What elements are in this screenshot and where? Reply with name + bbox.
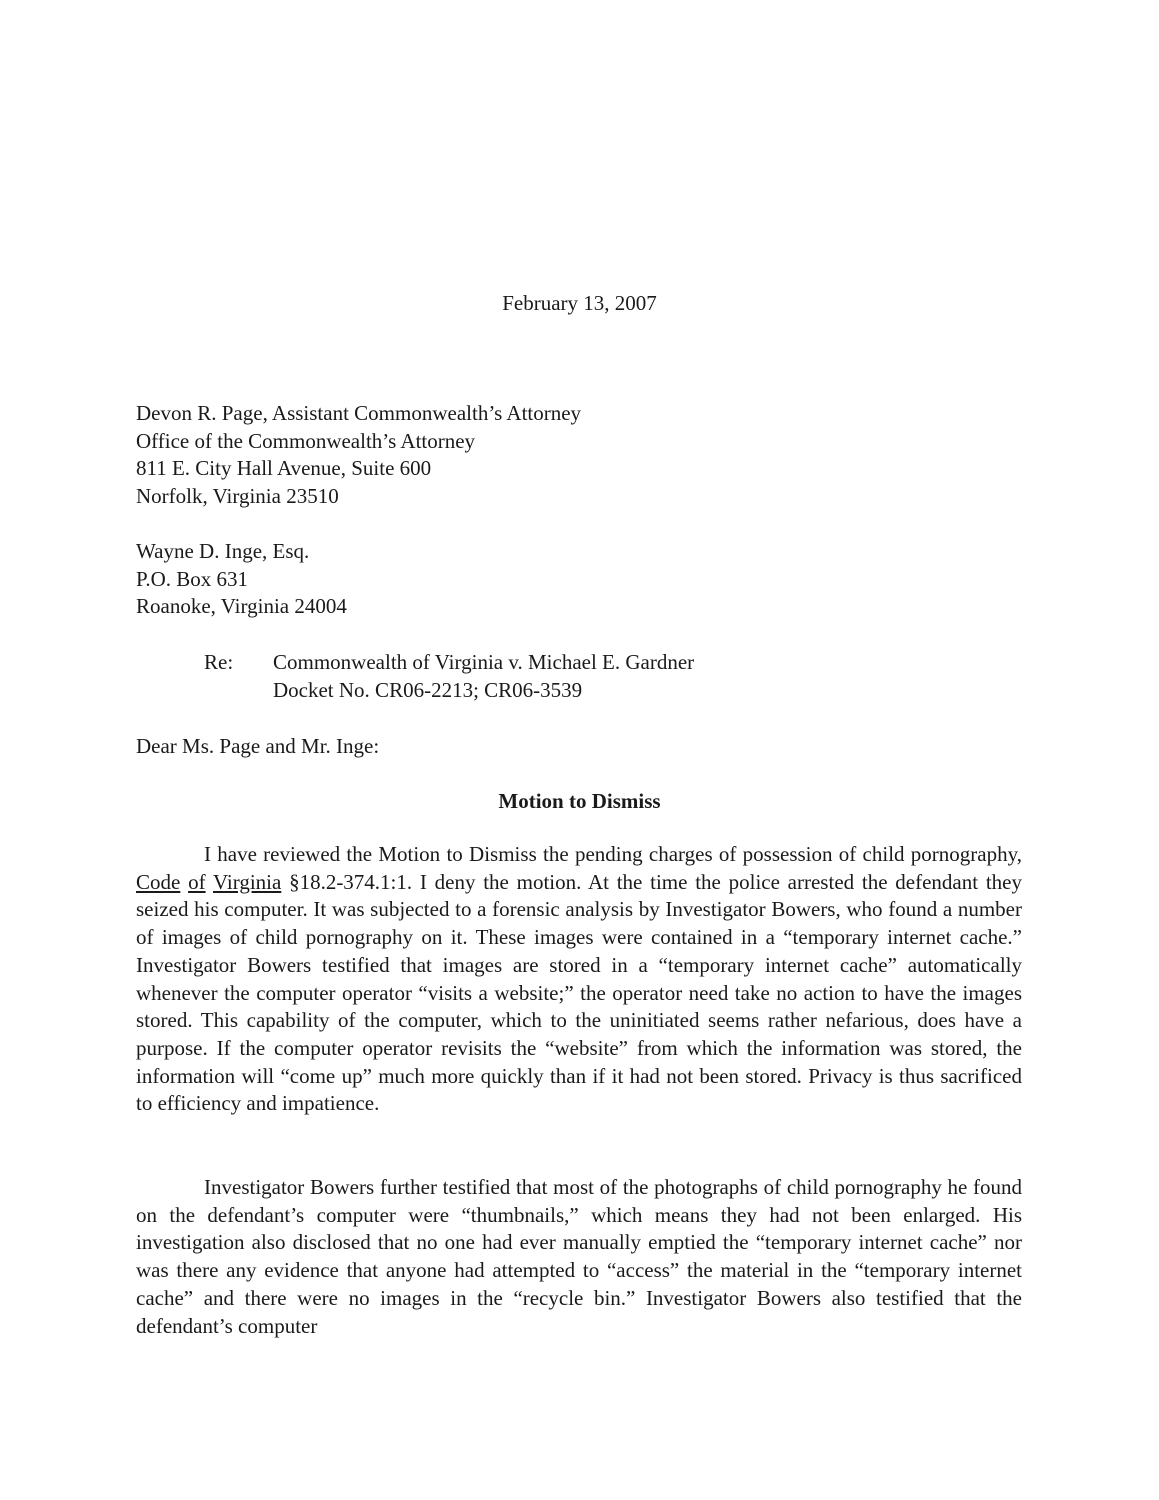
citation-of: of bbox=[188, 869, 206, 894]
body-paragraph-1 bbox=[136, 841, 1022, 1118]
citation-virginia: Virginia bbox=[212, 869, 282, 894]
body-paragraph-2 bbox=[136, 1174, 1022, 1340]
re-label: Re: bbox=[204, 650, 234, 674]
address-line: Wayne D. Inge, Esq. bbox=[136, 539, 310, 563]
letter-date: February 13, 2007 bbox=[502, 291, 657, 315]
address-line: Devon R. Page, Assistant Commonwealth’s Attorney bbox=[136, 401, 582, 425]
recipient-address-2 bbox=[136, 538, 347, 621]
address-line: Office of the Commonwealth’s Attorney bbox=[136, 428, 476, 453]
citation-code: Code bbox=[136, 869, 181, 894]
para1-text-rest: §18.2-374.1:1. I deny the motion. At the time the police arrested the defendant they seized his computer. It was subjected to a forensic analysis by Investigator Bowers, who found a number of images of child pornography on it. These images were contained in a “temporary internet cache.” Investigator Bowers testified that images are stored in a “temporary internet cache” automatically whenever the computer operator “visits a website;” the operator need take no action to have the images stored. This capability of the computer, which to the uninitiated seems rather nefarious, does have a purpose. If the computer operator revisits the “website” from which the information was stored, the information will “come up” much more quickly than if it had not been stored. Privacy is thus sacrificed to efficiency and impatience. bbox=[136, 869, 1022, 1116]
re-docket: Docket No. CR06-2213; CR06-3539 bbox=[273, 677, 583, 702]
re-case-title: Commonwealth of Virginia v. Michael E. Gardner bbox=[273, 650, 695, 674]
address-line: 811 E. City Hall Avenue, Suite 600 bbox=[136, 456, 432, 481]
recipient-address-1 bbox=[136, 400, 581, 510]
section-heading: Motion to Dismiss bbox=[498, 789, 661, 813]
address-line: Norfolk, Virginia 23510 bbox=[136, 483, 339, 508]
para1-text-start: I have reviewed the Motion to Dismiss the pending charges of possession of child pornography, bbox=[204, 842, 1022, 866]
re-lines bbox=[273, 649, 694, 704]
salutation: Dear Ms. Page and Mr. Inge: bbox=[136, 734, 380, 758]
address-line: P.O. Box 631 bbox=[136, 566, 249, 591]
address-line: Roanoke, Virginia 24004 bbox=[136, 594, 347, 619]
para2-text: Investigator Bowers further testified that most of the photographs of child pornography he found on the defendant’s computer were “thumbnails,” which means they had not been enlarged. His investigation also disclosed that no one had ever manually emptied the “temporary internet cache” nor was there any evidence that anyone had attempted to “access” the material in the “temporary internet cache” and there were no images in the “recycle bin.” Investigator Bowers also testified that the defendant’s computer bbox=[136, 1175, 1022, 1338]
